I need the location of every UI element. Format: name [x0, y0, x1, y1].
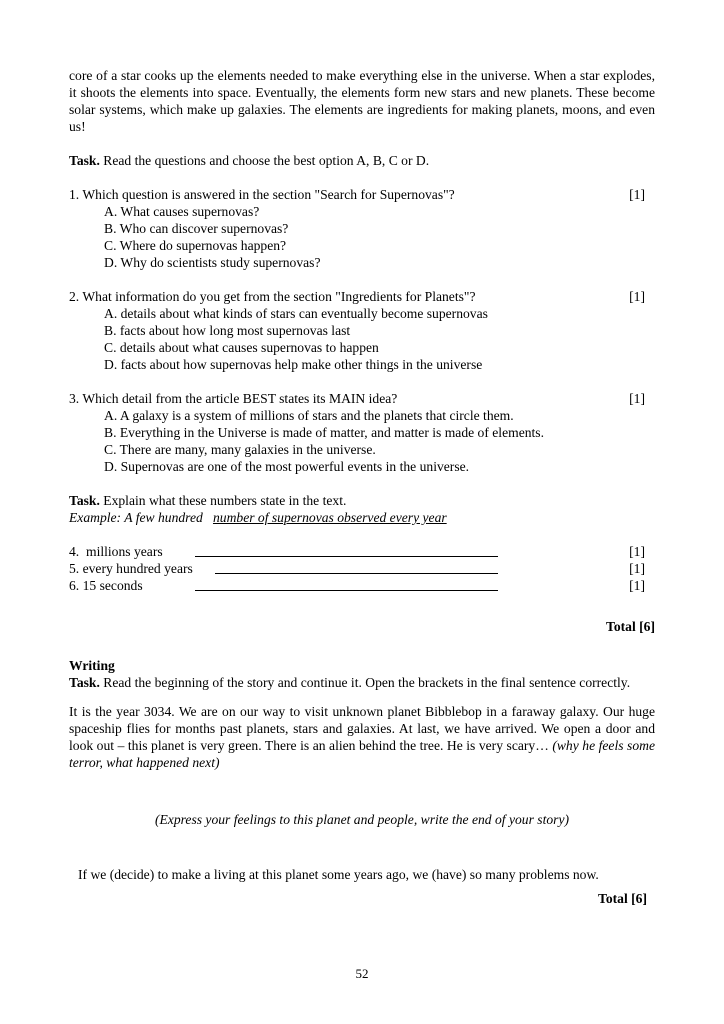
- number-item-row: [69, 577, 655, 594]
- example-prefix: Example: A few hundred: [69, 510, 203, 525]
- question-stem: 3. Which detail from the article BEST states its MAIN idea?: [69, 391, 398, 406]
- answer-option: C. Where do supernovas happen?: [104, 238, 287, 253]
- story-paragraph: [69, 703, 655, 771]
- number-item-label: 5. every hundred years: [69, 561, 193, 576]
- question-stem-row: [69, 186, 655, 203]
- task-text: Read the beginning of the story and continue it. Open the brackets in the final sentence correctly.: [99, 675, 631, 690]
- question-stem-row: [69, 390, 655, 407]
- answer-line: [195, 578, 498, 591]
- final-sentence: If we (decide) to make a living at this planet some years ago, we (have) so many problems now.: [78, 867, 599, 882]
- number-item-row: [69, 543, 655, 560]
- number-item-mark: [1]: [629, 544, 645, 559]
- question-list: [69, 186, 655, 475]
- task-label: Task.: [69, 675, 100, 690]
- writing-prompt: (Express your feelings to this planet and people, write the end of your story): [154, 812, 570, 827]
- answer-option: C. There are many, many galaxies in the universe.: [104, 442, 376, 457]
- intro-paragraph: core of a star cooks up the elements needed to make everything else in the universe. When a star explodes, it shoots the elements into space. Eventually, the elements form new stars and new planets. These become solar systems, which make up galaxies. The elements are ingredients for making planets, moons, and even us!: [69, 68, 655, 134]
- number-item-label: 4. millions years: [69, 544, 163, 559]
- answer-option: D. Supernovas are one of the most powerful events in the universe.: [104, 459, 470, 474]
- example-line: [69, 509, 655, 526]
- number-item-row: [69, 560, 655, 577]
- writing-task: [69, 674, 655, 691]
- question-stem-row: [69, 288, 655, 305]
- number-item-label: 6. 15 seconds: [69, 578, 143, 593]
- story-text: It is the year 3034. We are on our way to visit unknown planet Bibblebop in a faraway galaxy. Our huge spaceship flies for months past planets, stars and galaxies. At last, we have arrived. We open a door and look out – this planet is very green. There is an alien behind the tree. He is very scary…: [69, 704, 655, 753]
- question-mark: [1]: [629, 391, 645, 406]
- story-hint: (why he feels some terror, what happened next): [69, 738, 655, 770]
- number-items: [69, 543, 655, 594]
- total-score-2: Total [6]: [598, 891, 647, 906]
- task-instruction-choice: [69, 152, 655, 169]
- question-block: [69, 390, 655, 475]
- task-text: Read the questions and choose the best option A, B, C or D.: [99, 153, 430, 168]
- question-stem: 2. What information do you get from the section "Ingredients for Planets"?: [69, 289, 476, 304]
- task-label: Task.: [69, 493, 100, 508]
- question-block: [69, 186, 655, 271]
- answer-option: B. Everything in the Universe is made of matter, and matter is made of elements.: [104, 425, 544, 440]
- total-score-1: Total [6]: [606, 619, 655, 634]
- answer-option: C. details about what causes supernovas to happen: [104, 340, 379, 355]
- answer-option: A. What causes supernovas?: [104, 204, 260, 219]
- answer-option: B. facts about how long most supernovas last: [104, 323, 351, 338]
- number-item-mark: [1]: [629, 578, 645, 593]
- example-answer: number of supernovas observed every year: [212, 510, 447, 525]
- answer-option: B. Who can discover supernovas?: [104, 221, 289, 236]
- question-block: [69, 288, 655, 373]
- answer-line: [195, 544, 498, 557]
- answer-line: [215, 561, 498, 574]
- answer-option: A. A galaxy is a system of millions of stars and the planets that circle them.: [104, 408, 514, 423]
- task-text: Explain what these numbers state in the text.: [99, 493, 347, 508]
- page-number: 52: [355, 966, 369, 981]
- answer-option: D. Why do scientists study supernovas?: [104, 255, 321, 270]
- writing-heading: Writing: [69, 658, 115, 673]
- task-label: Task.: [69, 153, 100, 168]
- answer-option: A. details about what kinds of stars can eventually become supernovas: [104, 306, 488, 321]
- question-mark: [1]: [629, 187, 645, 202]
- answer-option: D. facts about how supernovas help make other things in the universe: [104, 357, 483, 372]
- task-instruction-numbers: [69, 492, 655, 509]
- question-mark: [1]: [629, 289, 645, 304]
- worksheet-page: [69, 67, 655, 907]
- number-item-mark: [1]: [629, 561, 645, 576]
- question-stem: 1. Which question is answered in the section "Search for Supernovas"?: [69, 187, 455, 202]
